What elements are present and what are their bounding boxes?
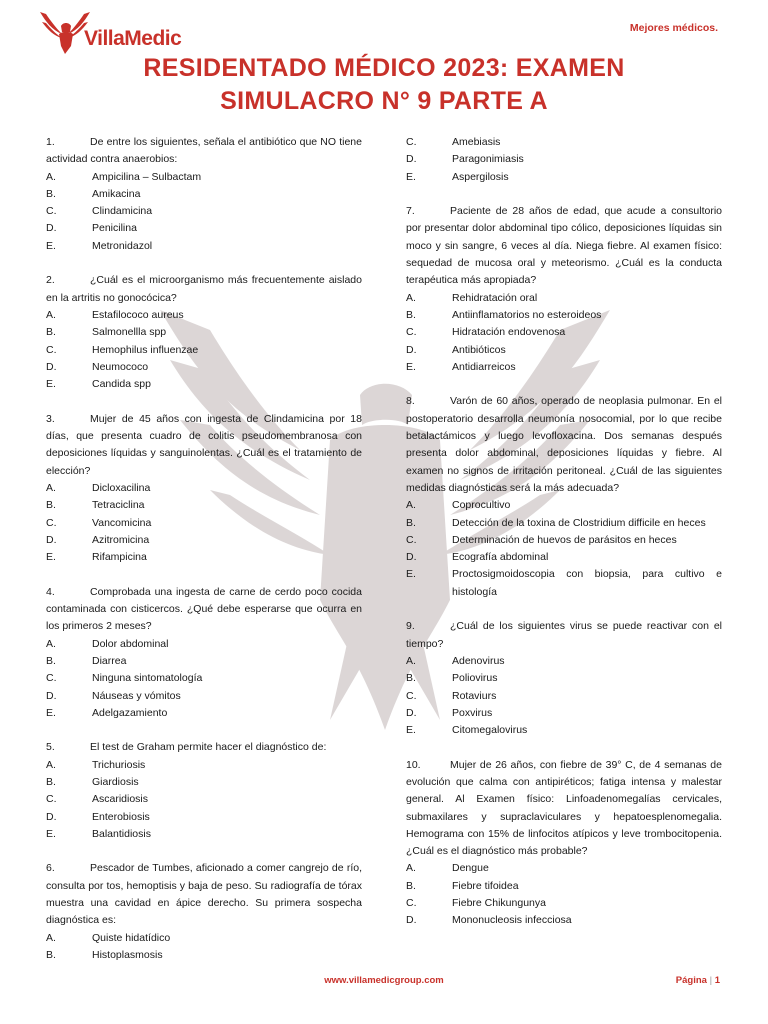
option-item: A. Adenovirus [406,654,505,667]
question-number: 8. [406,395,415,408]
option-item: A. Ampicilina – Sulbactam [46,170,202,183]
question-text: 1. De entre los siguientes, señala el antibiótico que NO tiene actividad contra anaerobios: [46,136,362,166]
page-header [0,0,768,60]
option-item: C. Hemophilus influenzae [46,343,199,356]
option-item: E. Rifampicina [46,551,147,564]
option-item: A. Estafilococo aureus [46,308,184,321]
option-item: E. Adelgazamiento [46,706,168,719]
option-item: E. Antidiarreicos [406,360,516,373]
question-number: 7. [406,205,415,218]
question-text: 10. Mujer de 26 años, con fiebre de 39° C, de 4 semanas de evolución que calma con antipiréticos; fatiga intensa y malestar general. Al Examen físico: Linfoadenomegalías cervicales, submaxilares y supraclaviculares y hepatoesplenomegalia. Hemograma con 15% de linfocitos atípicos y leve trombocitopenia. ¿Cuál es el diagnóstico más probable? [406,758,722,858]
option-item: A. Dengue [406,862,489,875]
title-line-2: SIMULACRO N° 9 PARTE A [220,87,548,115]
question-number: 5. [46,741,55,754]
question-number: 10. [406,758,421,771]
footer-website-link[interactable]: www.villamedicgroup.com [324,975,444,986]
option-item: B. Tetraciclina [46,499,145,512]
question-text: 6. Pescador de Tumbes, aficionado a comer cangrejo de río, consulta por tos, hemoptisis y baja de peso. Su radiografía de tórax muestra una cavidad en ápice derecho. Su primera sospecha diagnóstica es: [46,862,362,927]
question-text: 3. Mujer de 45 años con ingesta de Clindamicina por 18 días, que presenta cuadro de colitis pseudomembranosa con deposiciones líquidas y sanguinolentas. ¿Cuál es el tratamiento de elección? [46,412,362,477]
option-item: B. Antiinflamatorios no esteroideos [406,308,602,321]
option-item: E. Balantidiosis [46,827,151,840]
option-item: B. Amikacina [46,187,141,200]
option-item: A. Quiste hidatídico [46,931,171,944]
question-number: 3. [46,412,55,425]
option-item: B. Fiebre tifoidea [406,879,519,892]
option-item: C. Amebiasis [406,136,501,148]
page-number: Página | 1 [675,975,720,986]
option-item: C. Hidratación endovenosa [406,326,566,339]
option-item: D. Penicilina [46,222,137,235]
option-item: D. Poxvirus [406,706,493,719]
option-item: E. Aspergilosis [406,170,509,183]
option-item: A. Dicloxacilina [46,481,151,494]
right-column [406,134,722,930]
option-item: D. Azitromicina [46,533,150,546]
option-item: D. Paragonimiasis [406,153,524,166]
option-item: C. Fiebre Chikungunya [406,897,546,910]
option-item: A. Coprocultivo [406,499,511,512]
question-text: 2. ¿Cuál es el microorganismo más frecuentemente aislado en la artritis no gonocócica? [46,274,362,304]
option-item: C. Determinación de huevos de parásitos en heces [406,533,677,546]
option-item: C. Ninguna sintomatología [46,672,203,685]
option-item: A. Dolor abdominal [46,637,169,650]
option-item: D. Mononucleosis infecciosa [406,914,572,927]
question-text: 4. Comprobada una ingesta de carne de cerdo poco cocida contaminada con cisticercos. ¿Qué debe esperarse que ocurra en los primeros 2 meses? [46,585,362,633]
option-item: B. Giardiosis [46,775,139,788]
left-column [46,134,362,964]
option-item: D. Náuseas y vómitos [46,689,181,702]
question-text: 8. Varón de 60 años, operado de neoplasia pulmonar. En el postoperatorio desarrolla neumonía nosocomial, por lo que recibe betalactámicos y luego levofloxacina. Dos semanas después presenta dolor abdominal, deposiciones líquidas y fiebre. Al examen no signos de irritación peritoneal. ¿Cuál de las siguientes medidas diagnósticas será la más adecuada? [406,395,722,494]
option-item: B. Detección de la toxina de Clostridium difficile en heces [406,516,706,529]
option-item: C. Clindamicina [46,205,153,218]
option-item: B. Diarrea [46,654,127,667]
option-item: B. Salmonellla spp [46,326,167,339]
option-item: E. Proctosigmoidoscopia con biopsia, para cultivo e histología [406,568,722,598]
question-number: 9. [406,620,415,633]
option-item: A. Rehidratación oral [406,291,538,304]
option-item: E. Candida spp [46,378,151,391]
option-item: C. Vancomicina [46,516,152,529]
document-title [0,52,768,118]
option-item: E. Citomegalovirus [406,724,528,737]
option-item: D. Neumococo [46,360,149,373]
option-item: C. Rotaviurs [406,689,497,702]
question-number: 6. [46,862,55,875]
option-item: D. Ecografía abdominal [406,551,549,564]
title-line-1: RESIDENTADO MÉDICO 2023: EXAMEN [143,54,625,82]
question-number: 1. [46,136,55,148]
option-item: E. Metronidazol [46,239,153,252]
question-number: 4. [46,585,55,598]
question-text: 7. Paciente de 28 años de edad, que acude a consultorio por presentar dolor abdominal tipo cólico, deposiciones líquidas sin moco y sin sangre, 6 veces al día. Niega fiebre. Al examen físico: sequedad de mucosa oral y meteorismo. ¿Cuál es la conducta terapéutica más apropiada? [406,205,722,287]
option-item: A. Trichuriosis [46,758,146,771]
brand-logo [38,10,198,56]
question-text: 9. ¿Cuál de los siguientes virus se puede reactivar con el tiempo? [406,620,722,650]
tagline: Mejores médicos. [629,22,718,34]
brand-name: VillaMedic [84,27,182,50]
option-item: D. Enterobiosis [46,810,150,823]
option-item: B. Poliovirus [406,672,498,685]
question-number: 2. [46,274,55,287]
question-text: 5. El test de Graham permite hacer el diagnóstico de: [46,739,362,756]
option-item: B. Histoplasmosis [46,948,163,961]
option-item: C. Ascaridiosis [46,793,149,806]
option-item: D. Antibióticos [406,343,506,356]
